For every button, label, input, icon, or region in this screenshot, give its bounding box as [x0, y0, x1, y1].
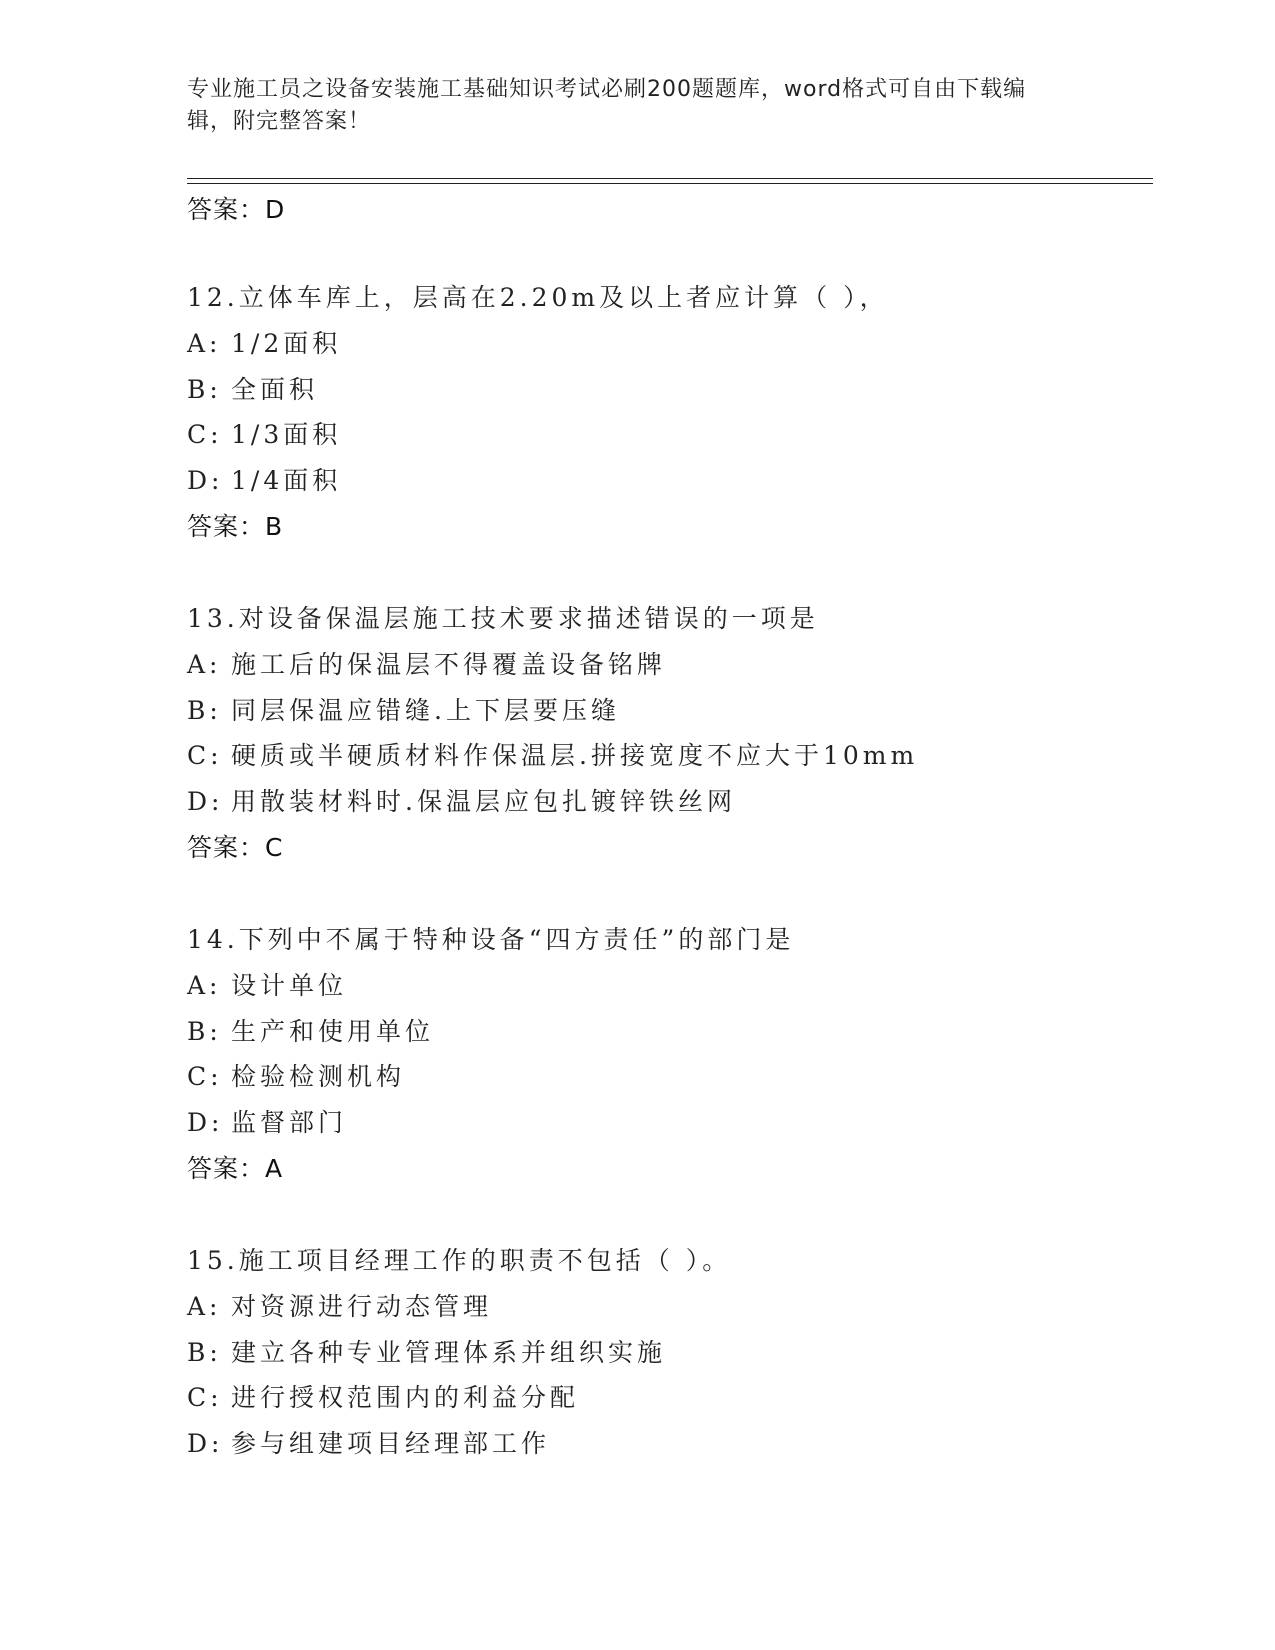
option-text: 进行授权范围内的利益分配	[231, 1383, 580, 1413]
question-12	[187, 283, 1167, 542]
option-letter: D:	[187, 1108, 224, 1138]
option-text: 监督部门	[231, 1108, 348, 1138]
question-stem: 13.对设备保温层施工技术要求描述错误的一项是	[187, 604, 819, 633]
option-letter: B:	[187, 374, 222, 404]
question-stem: 15.施工项目经理工作的职责不包括（ ）。	[187, 1246, 732, 1275]
option-a	[187, 329, 1167, 375]
answer: 答案：C	[187, 832, 284, 862]
option-text: 对资源进行动态管理	[231, 1291, 493, 1321]
option-c	[187, 1062, 1167, 1108]
option-letter: A:	[187, 1291, 222, 1321]
option-b	[187, 375, 1167, 421]
option-text: 同层保温应错缝.上下层要压缝	[231, 695, 620, 725]
option-letter: D:	[187, 787, 224, 817]
question-stem: 12.立体车库上，层高在2.20m及以上者应计算（ ），	[187, 283, 889, 312]
header-rule-bottom	[187, 183, 1153, 184]
option-d	[187, 1108, 1167, 1154]
question-15	[187, 1246, 1167, 1475]
option-b	[187, 696, 1167, 742]
option-letter: A:	[187, 970, 222, 1000]
option-b	[187, 1017, 1167, 1063]
question-13	[187, 604, 1167, 863]
answer: 答案：A	[187, 1153, 284, 1183]
option-text: 参与组建项目经理部工作	[231, 1429, 551, 1459]
option-text: 1/3面积	[231, 420, 342, 450]
option-letter: B:	[187, 1337, 222, 1367]
option-c	[187, 741, 1167, 787]
answer: 答案：B	[187, 511, 284, 541]
option-text: 生产和使用单位	[231, 1016, 435, 1046]
option-text: 全面积	[231, 374, 319, 404]
option-d	[187, 466, 1167, 512]
option-d	[187, 1429, 1167, 1475]
option-a	[187, 650, 1167, 696]
option-text: 设计单位	[231, 970, 348, 1000]
option-text: 检验检测机构	[231, 1062, 406, 1092]
option-d	[187, 787, 1167, 833]
option-letter: C:	[187, 420, 223, 450]
document-header: 专业施工员之设备安装施工基础知识考试必刷200题题库，word格式可自由下载编辑，附完整答案！	[187, 77, 1027, 134]
option-letter: A:	[187, 328, 222, 358]
option-text: 用散装材料时.保温层应包扎镀锌铁丝网	[231, 787, 736, 817]
option-letter: D:	[187, 1429, 224, 1459]
option-text: 硬质或半硬质材料作保温层.拼接宽度不应大于10mm	[231, 741, 919, 771]
option-text: 建立各种专业管理体系并组织实施	[231, 1337, 667, 1367]
option-text: 施工后的保温层不得覆盖设备铭牌	[231, 649, 667, 679]
question-stem: 14.下列中不属于特种设备“四方责任”的部门是	[187, 925, 795, 954]
option-a	[187, 1292, 1167, 1338]
option-a	[187, 971, 1167, 1017]
option-b	[187, 1338, 1167, 1384]
option-letter: A:	[187, 649, 222, 679]
option-text: 1/2面积	[231, 328, 342, 358]
option-letter: B:	[187, 695, 222, 725]
question-14	[187, 925, 1167, 1184]
option-letter: C:	[187, 1062, 223, 1092]
option-letter: C:	[187, 1383, 223, 1413]
option-letter: C:	[187, 741, 223, 771]
option-letter: D:	[187, 466, 224, 496]
option-letter: B:	[187, 1016, 222, 1046]
option-c	[187, 420, 1167, 466]
answer-previous: 答案：D	[187, 195, 286, 224]
option-text: 1/4面积	[231, 466, 342, 496]
header-rule-top	[187, 178, 1153, 179]
option-c	[187, 1383, 1167, 1429]
